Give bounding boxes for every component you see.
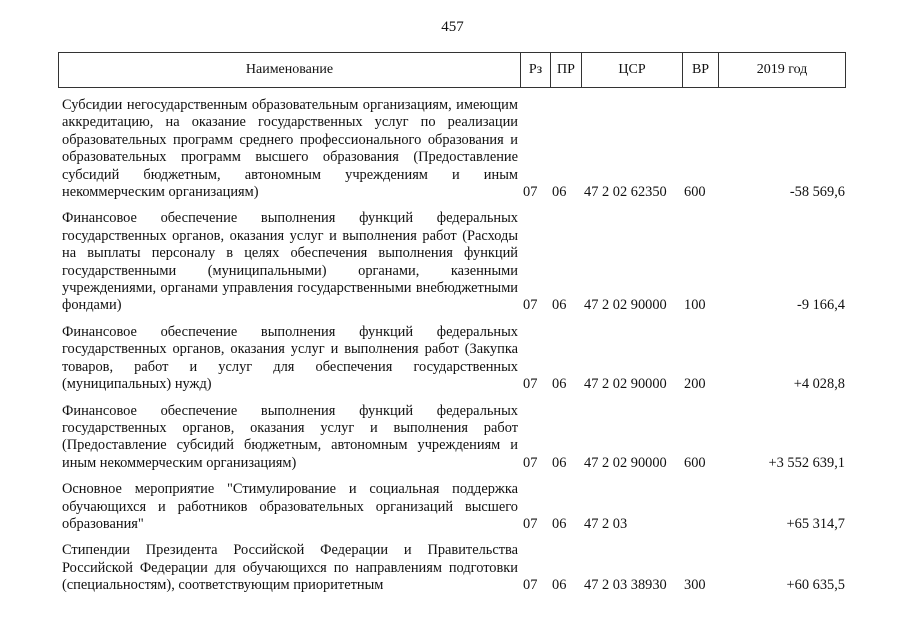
row-csr: 47 2 02 62350 — [584, 184, 667, 201]
table-row — [0, 210, 905, 314]
row-csr: 47 2 03 38930 — [584, 577, 667, 594]
row-pr: 06 — [552, 515, 567, 532]
row-pr: 06 — [552, 376, 567, 393]
row-pr: 06 — [552, 297, 567, 314]
row-rz: 07 — [523, 515, 538, 532]
row-name: Финансовое обеспечение выполнения функций федеральных государственных органов, оказания услуг и выполнения работ (Закупка товаров, работ и услуг для обеспечения государственных (муниципальных) нужд) — [62, 323, 518, 393]
row-csr: 47 2 02 90000 — [584, 454, 667, 471]
row-csr: 47 2 02 90000 — [584, 297, 667, 314]
header-name: Наименование — [59, 53, 521, 87]
header-pr: ПР — [551, 53, 582, 87]
row-amount: -9 166,4 — [797, 297, 845, 314]
row-amount: -58 569,6 — [789, 184, 845, 201]
header-vr: ВР — [683, 53, 719, 87]
header-year: 2019 год — [756, 62, 808, 77]
row-vr: 100 — [684, 297, 706, 314]
table-row — [0, 403, 905, 473]
row-rz: 07 — [523, 577, 538, 594]
table-row — [0, 324, 905, 394]
row-amount: +3 552 639,1 — [768, 454, 845, 471]
row-codes — [0, 516, 905, 533]
row-codes — [0, 376, 905, 393]
table-row — [0, 481, 905, 533]
row-codes — [0, 184, 905, 201]
row-codes — [0, 455, 905, 472]
row-pr: 06 — [552, 454, 567, 471]
header-csr: ЦСР — [582, 53, 683, 87]
header-rz: Рз — [521, 53, 551, 87]
table-row — [0, 97, 905, 201]
row-vr: 300 — [684, 577, 706, 594]
row-codes — [0, 297, 905, 314]
row-amount: +4 028,8 — [793, 376, 845, 393]
row-name: Субсидии негосударственным образовательным организациям, имеющим аккредитацию, на оказание государственных услуг по реализации образовательных программ среднего профессионального образования и образовательных программ высшего образования (Предоставление субсидий бюджетным, автономным учреждениям и иным некоммерческим организациям) — [62, 97, 518, 201]
row-vr: 600 — [684, 184, 706, 201]
row-name: Финансовое обеспечение выполнения функций федеральных государственных органов, оказания услуг и выполнения работ (Расходы на выплаты персоналу в целях обеспечения выполнения функций государственными (муниципальными) органами, казенными учреждениями, органами управления государственными внебюджетными фондами) — [62, 210, 518, 314]
row-rz: 07 — [523, 454, 538, 471]
row-vr: 600 — [684, 454, 706, 471]
row-amount: +60 635,5 — [786, 577, 845, 594]
table-header — [58, 52, 846, 88]
table-body — [0, 97, 905, 604]
row-pr: 06 — [552, 184, 567, 201]
row-amount: +65 314,7 — [786, 515, 845, 532]
row-pr: 06 — [552, 577, 567, 594]
page-number: 457 — [441, 19, 464, 35]
row-vr: 200 — [684, 376, 706, 393]
row-csr: 47 2 03 — [584, 515, 628, 532]
row-rz: 07 — [523, 184, 538, 201]
table-row — [0, 542, 905, 594]
row-csr: 47 2 02 90000 — [584, 376, 667, 393]
row-rz: 07 — [523, 376, 538, 393]
row-rz: 07 — [523, 297, 538, 314]
row-name: Стипендии Президента Российской Федерации и Правительства Российской Федерации для обучающихся по направлениям подготовки (специальностям), соответствующим приоритетным — [62, 542, 518, 594]
row-name: Финансовое обеспечение выполнения функций федеральных государственных органов, оказания услуг и выполнения работ (Предоставление субсидий бюджетным, автономным учреждениям и иным некоммерческим организациям) — [62, 402, 518, 471]
row-name: Основное мероприятие "Стимулирование и социальная поддержка обучающихся и работников образовательных организаций высшего образования" — [62, 481, 518, 532]
row-codes — [0, 577, 905, 594]
